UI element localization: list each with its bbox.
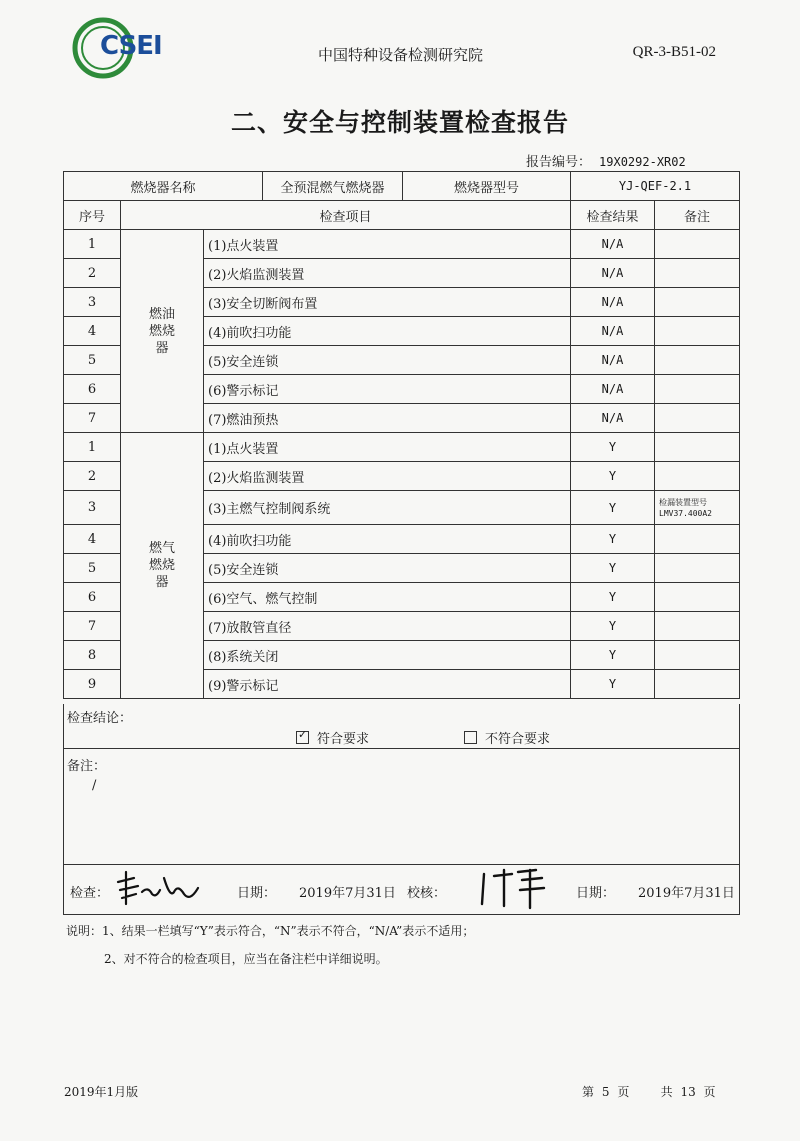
burner-model-label: 燃烧器型号 bbox=[403, 172, 571, 201]
row-result: Y bbox=[571, 491, 655, 525]
row-remark bbox=[655, 612, 740, 641]
remarks-label: 备注： bbox=[67, 759, 107, 774]
inspection-table bbox=[63, 171, 740, 699]
group-label-oil: 燃油燃烧器 bbox=[121, 230, 204, 433]
row-remark bbox=[655, 641, 740, 670]
row-result: Y bbox=[571, 583, 655, 612]
row-seq: 8 bbox=[64, 641, 121, 670]
col-header-remark: 备注 bbox=[655, 201, 740, 230]
row-seq: 7 bbox=[64, 404, 121, 433]
row-item: (5)安全连锁 bbox=[204, 346, 571, 375]
row-seq: 6 bbox=[64, 583, 121, 612]
row-result: Y bbox=[571, 612, 655, 641]
row-seq: 5 bbox=[64, 554, 121, 583]
row-item: (7)燃油预热 bbox=[204, 404, 571, 433]
row-result: Y bbox=[571, 554, 655, 583]
review-label: 校核： bbox=[407, 886, 447, 901]
row-result: Y bbox=[571, 641, 655, 670]
date-value-1: 2019年7月31日 bbox=[299, 886, 396, 901]
row-seq: 4 bbox=[64, 525, 121, 554]
row-result: Y bbox=[571, 433, 655, 462]
option-pass-label: 符合要求 bbox=[317, 732, 370, 747]
footer-version: 2019年1月版 bbox=[64, 1085, 139, 1099]
row-item: (4)前吹扫功能 bbox=[204, 317, 571, 346]
total-pages: 13 bbox=[680, 1085, 696, 1099]
explanation-line-1: 说明：1、结果一栏填写“Y”表示符合，“N”表示不符合，“N/A”表示不适用； bbox=[66, 924, 475, 938]
report-number-label: 报告编号： bbox=[526, 155, 592, 170]
row-seq: 3 bbox=[64, 288, 121, 317]
option-pass[interactable] bbox=[296, 728, 369, 747]
row-result: N/A bbox=[571, 346, 655, 375]
row-seq: 1 bbox=[64, 230, 121, 259]
row-remark bbox=[655, 259, 740, 288]
row-seq: 6 bbox=[64, 375, 121, 404]
table-row bbox=[64, 230, 740, 259]
total-label: 共 bbox=[660, 1085, 673, 1099]
info-row bbox=[64, 172, 740, 201]
burner-model-value: YJ-QEF-2.1 bbox=[571, 172, 740, 201]
group-label-gas: 燃气燃烧器 bbox=[121, 433, 204, 699]
row-item: (6)空气、燃气控制 bbox=[204, 583, 571, 612]
row-result: Y bbox=[571, 462, 655, 491]
conclusion-section bbox=[63, 704, 740, 749]
organization-name: 中国特种设备检测研究院 bbox=[318, 46, 484, 64]
inspector-signature-icon bbox=[112, 868, 212, 908]
row-remark bbox=[655, 288, 740, 317]
burner-name-label: 燃烧器名称 bbox=[64, 172, 263, 201]
page-unit: 页 bbox=[617, 1085, 630, 1099]
row-item: (9)警示标记 bbox=[204, 670, 571, 699]
page-title: 二、安全与控制装置检查报告 bbox=[230, 108, 569, 137]
row-result: N/A bbox=[571, 375, 655, 404]
date-value-2: 2019年7月31日 bbox=[638, 886, 735, 901]
inspect-label: 检查： bbox=[70, 886, 110, 901]
col-header-item: 检查项目 bbox=[121, 201, 571, 230]
row-result: N/A bbox=[571, 404, 655, 433]
signature-section bbox=[63, 864, 740, 915]
report-number bbox=[526, 151, 686, 170]
row-remark bbox=[655, 433, 740, 462]
report-number-value: 19X0292-XR02 bbox=[599, 155, 686, 169]
row-remark bbox=[655, 375, 740, 404]
form-code: QR-3-B51-02 bbox=[632, 44, 716, 60]
row-remark bbox=[655, 554, 740, 583]
table-row bbox=[64, 433, 740, 462]
row-result: N/A bbox=[571, 317, 655, 346]
row-item: (1)点火装置 bbox=[204, 230, 571, 259]
remarks-section bbox=[63, 748, 740, 865]
row-item: (4)前吹扫功能 bbox=[204, 525, 571, 554]
col-header-result: 检查结果 bbox=[571, 201, 655, 230]
conclusion-label: 检查结论： bbox=[67, 711, 133, 726]
logo-text: CSEI bbox=[100, 31, 162, 61]
row-seq: 2 bbox=[64, 259, 121, 288]
option-fail[interactable] bbox=[464, 728, 550, 747]
row-item: (2)火焰监测装置 bbox=[204, 462, 571, 491]
checkbox-empty-icon[interactable] bbox=[464, 731, 477, 744]
checkbox-checked-icon[interactable] bbox=[296, 731, 309, 744]
row-item: (7)放散管直径 bbox=[204, 612, 571, 641]
option-fail-label: 不符合要求 bbox=[485, 732, 551, 747]
row-result: N/A bbox=[571, 230, 655, 259]
row-remark: 检漏装置型号LMV37.400A2 bbox=[655, 491, 740, 525]
row-remark bbox=[655, 404, 740, 433]
row-remark bbox=[655, 346, 740, 375]
row-remark bbox=[655, 462, 740, 491]
remarks-value: / bbox=[92, 778, 97, 793]
page-number: 5 bbox=[601, 1085, 610, 1099]
row-item: (3)主燃气控制阀系统 bbox=[204, 491, 571, 525]
row-seq: 3 bbox=[64, 491, 121, 525]
row-seq: 2 bbox=[64, 462, 121, 491]
csei-logo bbox=[70, 16, 180, 80]
page-label: 第 bbox=[582, 1085, 595, 1099]
row-item: (1)点火装置 bbox=[204, 433, 571, 462]
row-item: (3)安全切断阀布置 bbox=[204, 288, 571, 317]
row-remark bbox=[655, 317, 740, 346]
column-header-row bbox=[64, 201, 740, 230]
row-remark bbox=[655, 525, 740, 554]
row-item: (8)系统关闭 bbox=[204, 641, 571, 670]
row-seq: 1 bbox=[64, 433, 121, 462]
row-item: (6)警示标记 bbox=[204, 375, 571, 404]
row-item: (5)安全连锁 bbox=[204, 554, 571, 583]
row-item: (2)火焰监测装置 bbox=[204, 259, 571, 288]
row-result: N/A bbox=[571, 288, 655, 317]
date-label-2: 日期： bbox=[576, 886, 616, 901]
row-seq: 7 bbox=[64, 612, 121, 641]
row-remark bbox=[655, 583, 740, 612]
row-seq: 5 bbox=[64, 346, 121, 375]
row-remark bbox=[655, 230, 740, 259]
date-label-1: 日期： bbox=[237, 886, 277, 901]
burner-name-value: 全预混燃气燃烧器 bbox=[263, 172, 403, 201]
row-remark bbox=[655, 670, 740, 699]
reviewer-signature-icon bbox=[478, 866, 558, 910]
row-result: Y bbox=[571, 670, 655, 699]
row-seq: 4 bbox=[64, 317, 121, 346]
row-seq: 9 bbox=[64, 670, 121, 699]
col-header-seq: 序号 bbox=[64, 201, 121, 230]
total-unit: 页 bbox=[703, 1085, 716, 1099]
explanation-line-2: 2、对不符合的检查项目，应当在备注栏中详细说明。 bbox=[104, 952, 388, 966]
row-result: Y bbox=[571, 525, 655, 554]
footer-pagination bbox=[582, 1083, 716, 1100]
row-result: N/A bbox=[571, 259, 655, 288]
